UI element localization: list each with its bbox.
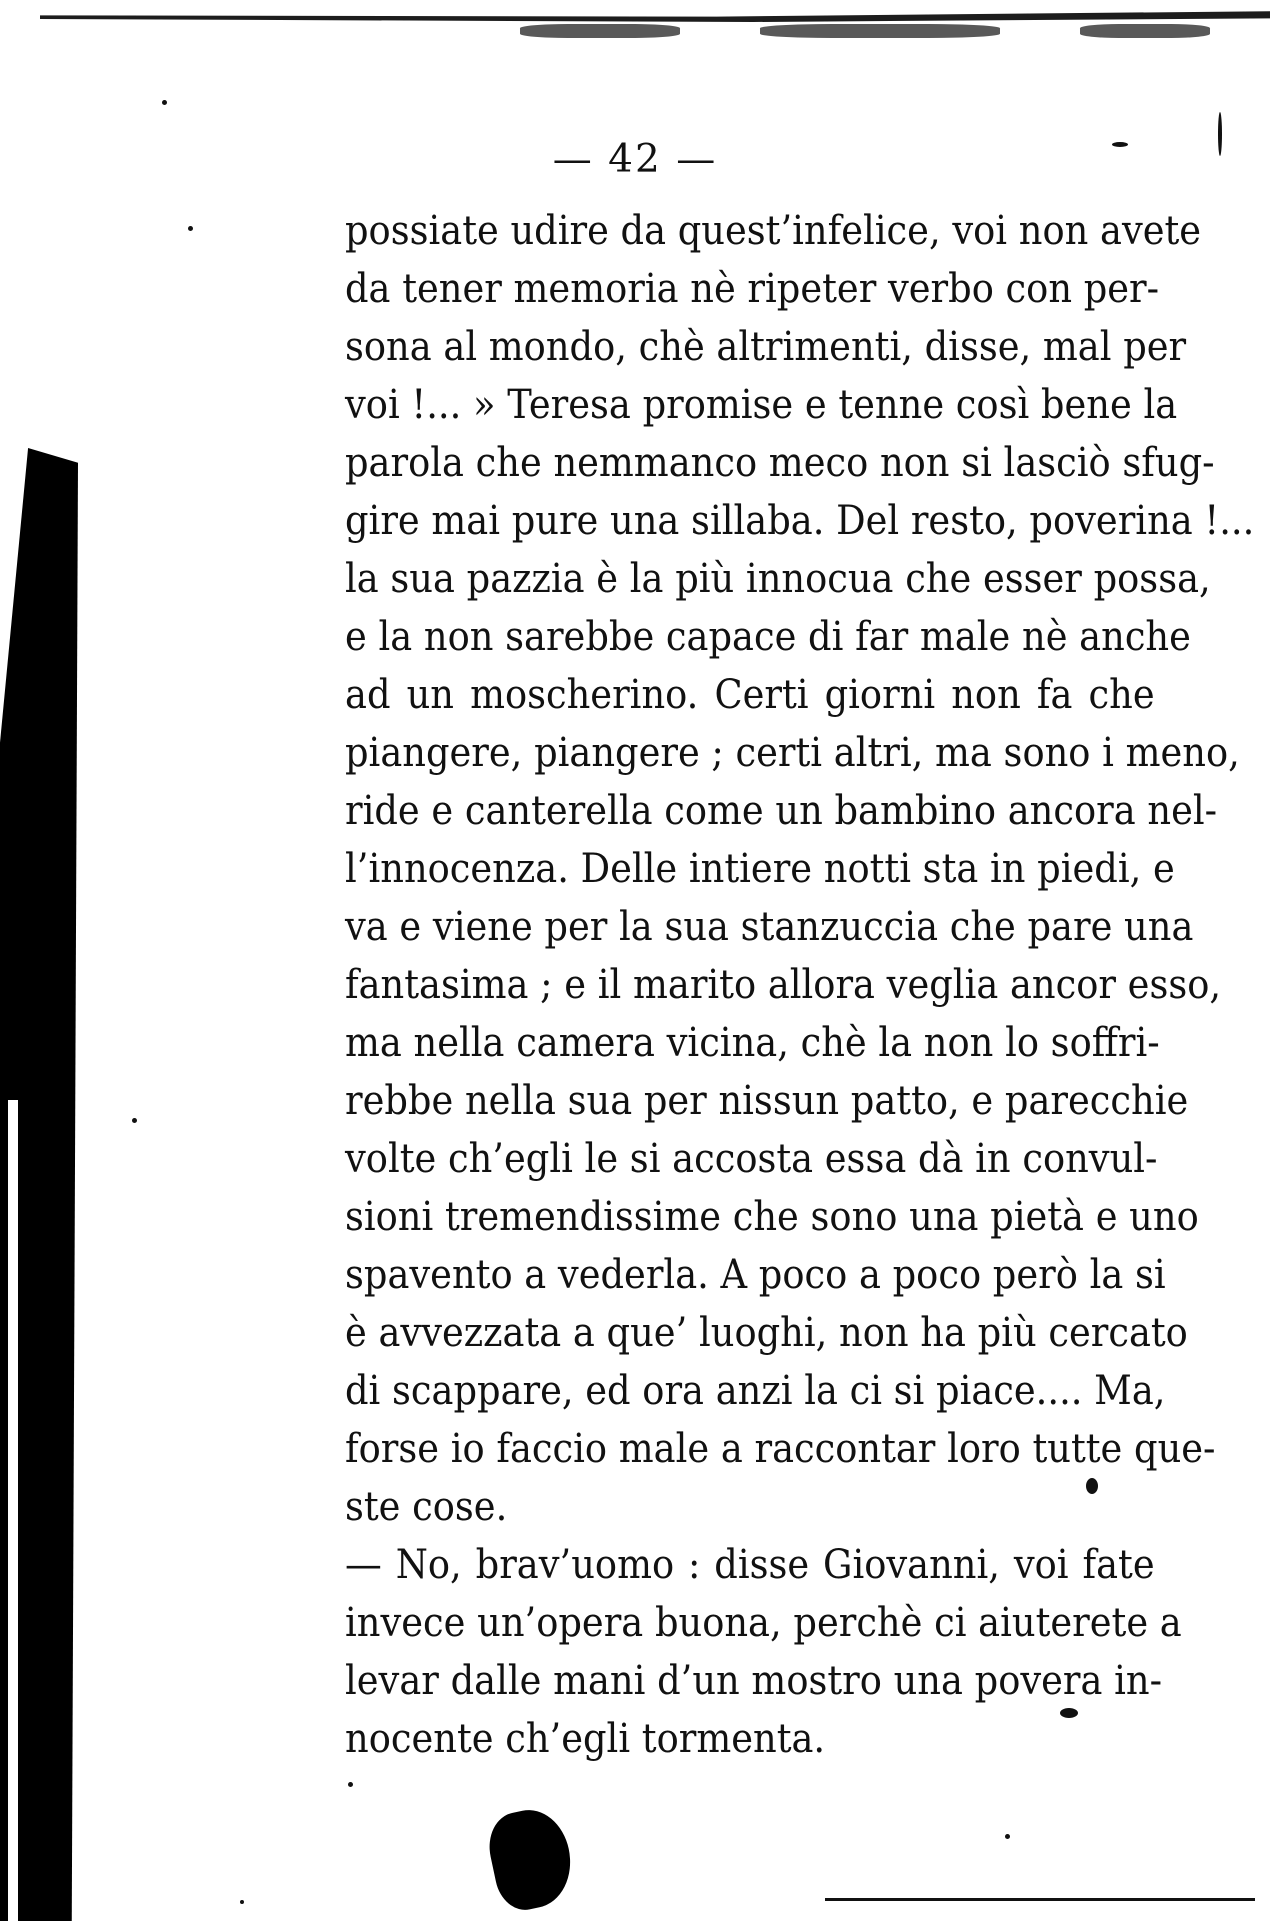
text-line: di scappare, ed ora anzi la ci si piace.... Ma, (345, 1368, 1166, 1414)
text-line: gire mai pure una sillaba. Del resto, poverina !... (345, 498, 1255, 544)
text-line: la sua pazzia è la più innocua che esser possa, (345, 556, 1211, 602)
bottom-edge-rule (825, 1898, 1255, 1901)
text-line: voi !... » Teresa promise e tenne così bene la (345, 382, 1178, 428)
binding-gap (8, 1100, 18, 1921)
text-line: parola che nemmanco meco non si lasciò sfug- (345, 440, 1215, 486)
text-line: e la non sarebbe capace di far male nè anche (345, 614, 1191, 660)
text-line: volte ch’egli le si accosta essa dà in convul- (345, 1136, 1158, 1182)
text-line: da tener memoria nè ripeter verbo con per- (345, 266, 1160, 312)
top-edge-smudge (520, 24, 680, 38)
text-line: piangere, piangere ; certi altri, ma sono i meno, (345, 730, 1240, 776)
text-line: ad un moscherino. Certi giorni non fa che (345, 672, 1155, 718)
scan-speck (1112, 142, 1128, 147)
text-line: sona al mondo, chè altrimenti, disse, mal per (345, 324, 1187, 370)
text-line: è avvezzata a que’ luoghi, non ha più cercato (345, 1310, 1188, 1356)
scan-speck (1005, 1834, 1010, 1839)
text-line: ste cose. (345, 1484, 508, 1530)
ink-blot (483, 1803, 580, 1915)
text-line: invece un’opera buona, perchè ci aiuterete a (345, 1600, 1182, 1646)
scan-speck (1086, 1478, 1098, 1494)
scan-speck (1060, 1708, 1078, 1718)
top-edge-smudge (1080, 24, 1210, 38)
text-line: nocente ch’egli tormenta. (345, 1716, 826, 1762)
scan-speck (348, 1782, 353, 1787)
scan-speck (240, 1900, 244, 1904)
text-line: rebbe nella sua per nissun patto, e parecchie (345, 1078, 1189, 1124)
scan-speck (162, 100, 167, 105)
top-edge-smudge (760, 24, 1000, 38)
text-line: fantasima ; e il marito allora veglia ancor esso, (345, 962, 1222, 1008)
page-number: — 42 — (552, 137, 718, 182)
text-line: levar dalle mani d’un mostro una povera in- (345, 1658, 1163, 1704)
text-line: — No, brav’uomo : disse Giovanni, voi fate (345, 1542, 1155, 1588)
scan-speck (1218, 112, 1222, 156)
text-line: spavento a vederla. A poco a poco però la si (345, 1252, 1166, 1298)
text-line: l’innocenza. Delle intiere notti sta in piedi, e (345, 846, 1175, 892)
text-line: sioni tremendissime che sono una pietà e uno (345, 1194, 1199, 1240)
top-edge-rule (40, 10, 1270, 22)
text-line: possiate udire da quest’infelice, voi non avete (345, 208, 1202, 254)
scan-speck (188, 226, 193, 231)
text-line: ma nella camera vicina, chè la non lo soffri- (345, 1020, 1160, 1066)
text-line: forse io faccio male a raccontar loro tutte que- (345, 1426, 1216, 1472)
scan-speck (132, 1118, 137, 1123)
text-line: ride e canterella come un bambino ancora nel- (345, 788, 1218, 834)
text-line: va e viene per la sua stanzuccia che pare una (345, 904, 1194, 950)
